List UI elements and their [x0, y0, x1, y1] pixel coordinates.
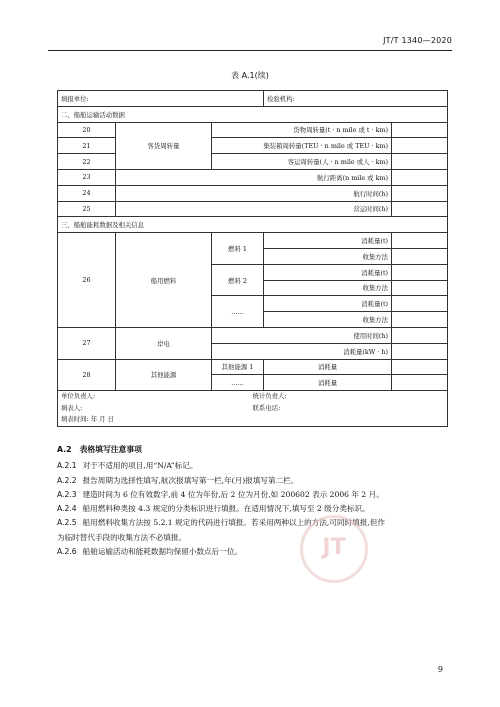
notes-number: A.2	[57, 445, 72, 454]
table-row	[58, 391, 448, 427]
row-item: 消耗量(t)	[264, 233, 392, 249]
note-text: 船用燃料种类按 4.3 规定的分类标识进行填报。在适用情况下,填写至 2 级分类标识。	[82, 504, 370, 514]
row-number: 27	[58, 327, 116, 359]
note-text-continued: 为临时替代手段的收集方法不必填报。	[57, 532, 187, 542]
value-cell	[392, 233, 448, 249]
header-rule	[48, 50, 452, 51]
table-row	[58, 122, 448, 138]
notes-section	[57, 443, 457, 559]
page-number: 9	[437, 665, 443, 674]
table-row	[58, 359, 448, 375]
row-item: 收集方法	[264, 248, 392, 264]
value-cell	[392, 280, 448, 296]
row-item: 收集方法	[264, 312, 392, 328]
inspection-org-label: 检验机构:	[264, 91, 448, 107]
table-row	[58, 201, 448, 217]
fuel-more-label: ……	[212, 296, 264, 328]
value-cell	[392, 375, 448, 391]
row-number: 20	[58, 122, 116, 138]
value-cell	[392, 138, 448, 154]
row-number: 25	[58, 201, 116, 217]
unit-head-label: 单位负责人:	[61, 392, 96, 401]
row-item: 集装箱周转量(TEU · n mile 或 TEU · km)	[212, 138, 392, 154]
row-item: 航行时间(h)	[116, 185, 392, 201]
row-item: 营运时间(h)	[116, 201, 392, 217]
table-row	[58, 185, 448, 201]
fill-unit-label: 填报单位:	[58, 91, 264, 107]
other-more-label: ……	[212, 375, 264, 391]
signature-block	[58, 391, 448, 427]
row-item: 消耗量	[264, 359, 392, 375]
note-item	[57, 516, 457, 545]
row-item: 航行距离(n mile 或 km)	[116, 169, 392, 185]
value-cell	[392, 185, 448, 201]
jt-watermark-stamp	[300, 515, 368, 583]
row-number: 28	[58, 359, 116, 391]
row-number: 26	[58, 233, 116, 328]
fuel-1-label: 燃料 1	[212, 233, 264, 265]
fuel-2-label: 燃料 2	[212, 264, 264, 296]
value-cell	[392, 327, 448, 343]
row-number: 21	[58, 138, 116, 154]
standard-id: JT/T 1340—2020	[383, 36, 452, 45]
notes-heading	[57, 443, 457, 457]
value-cell	[392, 248, 448, 264]
stat-head-label: 统计负责人:	[252, 392, 287, 401]
value-cell	[392, 169, 448, 185]
note-text: 船用燃料收集方法按 5.2.1 规定的代码进行填报。若采用两种以上的方法,可同时填报,但作	[82, 518, 385, 528]
other-source-label: 其他能源 1	[212, 359, 264, 375]
row-item: 货物周转量(t · n mile 或 t · km)	[212, 122, 392, 138]
row-number: 24	[58, 185, 116, 201]
filler-label: 填表人:	[61, 403, 83, 412]
note-text: 船舶运输活动和能耗数据均保留小数点后一位。	[82, 547, 243, 557]
note-text: 对于不适用的项目,用“N/A”标记。	[82, 461, 198, 471]
note-number: A.2.4	[57, 504, 77, 514]
value-cell	[392, 312, 448, 328]
section-3-heading: 三、船舶能耗数据及相关信息	[58, 217, 448, 233]
table-row	[58, 169, 448, 185]
notes-title: 表格填写注意事项	[79, 445, 142, 454]
group-label: 岸电	[116, 327, 212, 359]
table-row	[58, 327, 448, 343]
row-item: 使用时间(h)	[212, 327, 392, 343]
section-2-heading: 二、船舶运输活动数据	[58, 106, 448, 122]
value-cell	[392, 201, 448, 217]
row-number: 22	[58, 154, 116, 170]
note-number: A.2.1	[57, 461, 77, 471]
value-cell	[392, 122, 448, 138]
data-table	[57, 90, 448, 427]
stamp-text: JT	[322, 535, 346, 560]
row-item: 消耗量(kW · h)	[212, 343, 392, 359]
note-number: A.2.2	[57, 475, 77, 485]
note-number: A.2.6	[57, 547, 77, 557]
note-item	[57, 488, 457, 502]
note-number: A.2.3	[57, 489, 77, 499]
row-item: 收集方法	[264, 280, 392, 296]
fill-date-label: 填表时间: 年 月 日	[61, 415, 114, 424]
note-text: 建造时间为 6 位有效数字,前 4 位为年份,后 2 位为月份,如 200602 表示 2006 年 2 月。	[82, 489, 384, 499]
table-row	[58, 233, 448, 249]
note-item	[57, 474, 457, 488]
row-item: 客运周转量(人 · n mile 或人 · km)	[212, 154, 392, 170]
value-cell	[392, 343, 448, 359]
table-row	[58, 106, 448, 122]
group-label: 其他能源	[116, 359, 212, 391]
table-row	[58, 217, 448, 233]
phone-label: 联系电话:	[252, 403, 281, 412]
note-item	[57, 459, 457, 473]
value-cell	[392, 296, 448, 312]
value-cell	[392, 264, 448, 280]
value-cell	[392, 154, 448, 170]
note-number: A.2.5	[57, 518, 77, 528]
row-item: 消耗量(t)	[264, 264, 392, 280]
row-number: 23	[58, 169, 116, 185]
note-item	[57, 502, 457, 516]
row-item: 消耗量(t)	[264, 296, 392, 312]
row-item: 消耗量	[264, 375, 392, 391]
table-row	[58, 91, 448, 107]
group-label: 船用燃料	[116, 233, 212, 328]
table-caption: 表 A.1(续)	[231, 71, 269, 80]
group-label: 客货周转量	[116, 122, 212, 169]
note-item	[57, 545, 457, 559]
note-text: 报告周期为选择性填写,航次报填写第一栏,年(月)报填写第二栏。	[82, 475, 299, 485]
value-cell	[392, 359, 448, 375]
